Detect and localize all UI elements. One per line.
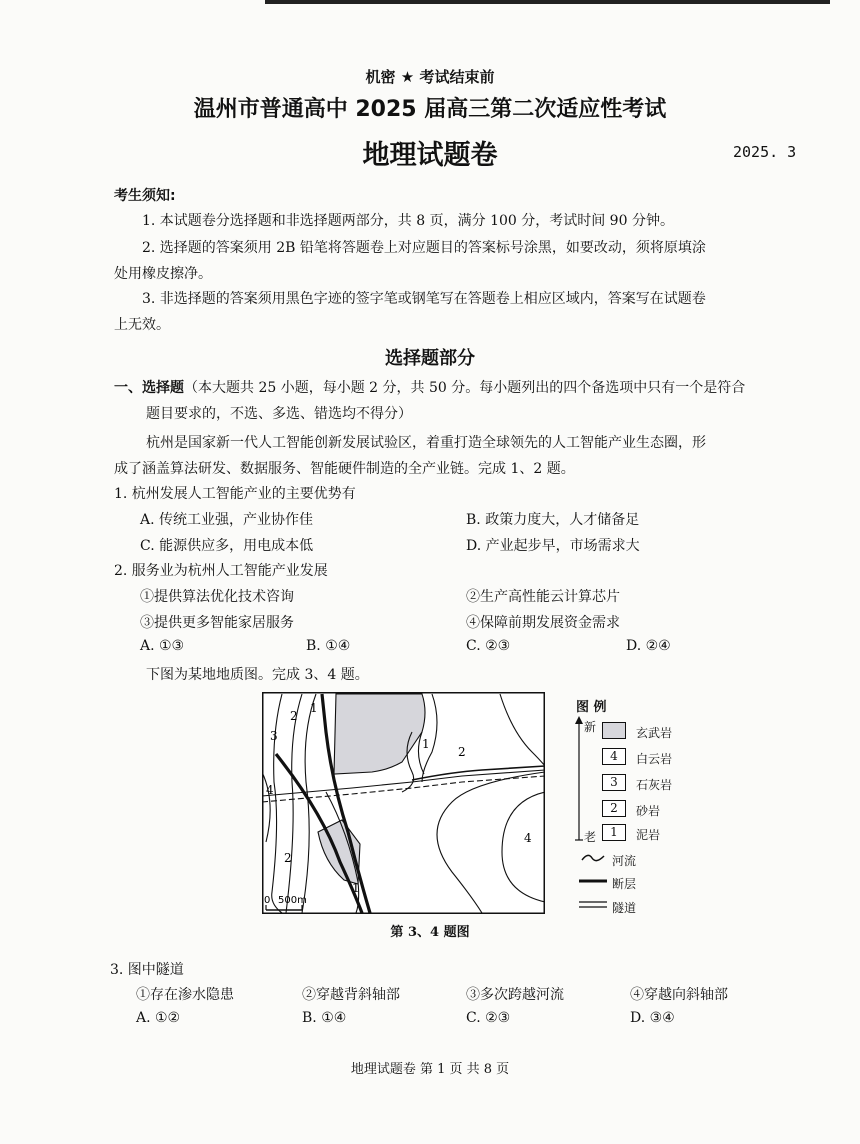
exam-title: 温州市普通高中 2025 届高三第二次适应性考试 — [193, 97, 667, 122]
scale-zero: 0 — [264, 895, 271, 906]
map-caption: 第 3、4 题图 — [390, 925, 470, 940]
q1-stem: 1. 杭州发展人工智能产业的主要优势有 — [114, 486, 356, 502]
part1-heading: 一、选择题 — [114, 380, 184, 396]
q2-option-b: B. ①④ — [306, 638, 351, 654]
q2-statement-1: ①提供算法优化技术咨询 — [140, 589, 294, 605]
q2-stem: 2. 服务业为杭州人工智能产业发展 — [114, 563, 328, 579]
legend-title: 图 例 — [576, 700, 607, 715]
q3-option-a: A. ①② — [136, 1010, 181, 1026]
notice-item-3-line2: 上无效。 — [114, 317, 170, 333]
q2-option-a: A. ①③ — [140, 638, 185, 654]
map-legend — [574, 696, 694, 922]
q3-option-c: C. ②③ — [466, 1010, 511, 1026]
swatch-dolomite: 4 — [602, 748, 626, 765]
legend-dolomite: 白云岩 — [636, 752, 673, 766]
legend-mudstone: 泥岩 — [636, 828, 661, 842]
tunnel-symbol — [578, 899, 608, 911]
part1-heading-line — [114, 377, 745, 397]
q1-option-d: D. 产业起步早，市场需求大 — [466, 538, 640, 554]
q1-option-c: C. 能源供应多，用电成本低 — [140, 538, 314, 554]
passage2: 下图为某地地质图。完成 3、4 题。 — [146, 667, 369, 683]
q2-statement-4: ④保障前期发展资金需求 — [466, 615, 620, 631]
age-arrow — [574, 716, 586, 844]
legend-old: 老 — [584, 830, 597, 844]
q3-statement-1: ①存在渗水隐患 — [136, 987, 234, 1003]
map-label: 1 — [310, 701, 318, 715]
legend-tunnel: 隧道 — [612, 901, 637, 915]
notice-item-2-line1: 2. 选择题的答案须用 2B 铅笔将答题卷上对应题目的答案标号涂黑，如要改动，须将原填涂 — [142, 240, 706, 256]
q1-option-a: A. 传统工业强，产业协作佳 — [140, 512, 314, 528]
part1-desc-line1: （本大题共 25 小题，每小题 2 分，共 50 分。每小题列出的四个备选项中只有一个是符合 — [184, 380, 746, 396]
legend-new: 新 — [584, 720, 597, 734]
section-title: 选择题部分 — [385, 348, 475, 369]
q3-statement-2: ②穿越背斜轴部 — [302, 987, 400, 1003]
q3-option-b: B. ①④ — [302, 1010, 347, 1026]
part1-desc-line2: 题目要求的，不选、多选、错选均不得分） — [146, 406, 412, 422]
q3-statement-4: ④穿越向斜轴部 — [630, 987, 728, 1003]
q2-option-c: C. ②③ — [466, 638, 511, 654]
map-label: 4 — [524, 831, 532, 845]
q1-option-b: B. 政策力度大，人才储备足 — [466, 512, 640, 528]
map-label: 2 — [284, 851, 292, 865]
legend-fault: 断层 — [612, 877, 637, 891]
swatch-limestone: 3 — [602, 774, 626, 791]
notice-item-2-line2: 处用橡皮擦净。 — [114, 266, 212, 282]
q3-statement-3: ③多次跨越河流 — [466, 987, 564, 1003]
legend-river: 河流 — [612, 854, 637, 868]
fault-symbol — [578, 876, 608, 886]
notice-item-1: 1. 本试题卷分选择题和非选择题两部分，共 8 页，满分 100 分，考试时间 90 分钟。 — [142, 213, 674, 229]
geological-map — [262, 692, 545, 914]
legend-sandstone: 砂岩 — [636, 804, 661, 818]
q3-option-d: D. ③④ — [630, 1010, 675, 1026]
legend-limestone: 石灰岩 — [636, 778, 673, 792]
scale-label: 500m — [278, 895, 307, 906]
page-edge — [265, 0, 830, 4]
q2-option-d: D. ②④ — [626, 638, 671, 654]
map-label: 3 — [270, 729, 278, 743]
river-symbol — [580, 850, 606, 866]
map-label: 2 — [458, 745, 466, 759]
map-label: 4 — [266, 783, 274, 797]
map-label: 1 — [422, 737, 430, 751]
q3-stem: 3. 图中隧道 — [110, 962, 184, 978]
legend-basalt: 玄武岩 — [636, 726, 673, 740]
q2-statement-3: ③提供更多智能家居服务 — [140, 615, 294, 631]
page-footer: 地理试题卷 第 1 页 共 8 页 — [350, 1062, 510, 1077]
swatch-sandstone: 2 — [602, 800, 626, 817]
notice-heading: 考生须知: — [114, 188, 176, 204]
map-label: 1 — [352, 881, 360, 895]
swatch-mudstone: 1 — [602, 824, 626, 841]
passage1-line2: 成了涵盖算法研发、数据服务、智能硬件制造的全产业链。完成 1、2 题。 — [114, 461, 575, 477]
notice-item-3-line1: 3. 非选择题的答案须用黑色字迹的签字笔或钢笔写在答题卷上相应区域内，答案写在试题卷 — [142, 291, 706, 307]
map-label: 2 — [290, 709, 298, 723]
paper-subtitle: 地理试题卷 — [362, 140, 498, 171]
passage1-line1: 杭州是国家新一代人工智能创新发展试验区，着重打造全球领先的人工智能产业生态圈，形 — [146, 435, 706, 451]
exam-date: 2025. 3 — [733, 143, 797, 161]
q2-statement-2: ②生产高性能云计算芯片 — [466, 589, 620, 605]
swatch-basalt — [602, 722, 626, 739]
confidential-mark: 机密 ★ 考试结束前 — [365, 68, 495, 86]
